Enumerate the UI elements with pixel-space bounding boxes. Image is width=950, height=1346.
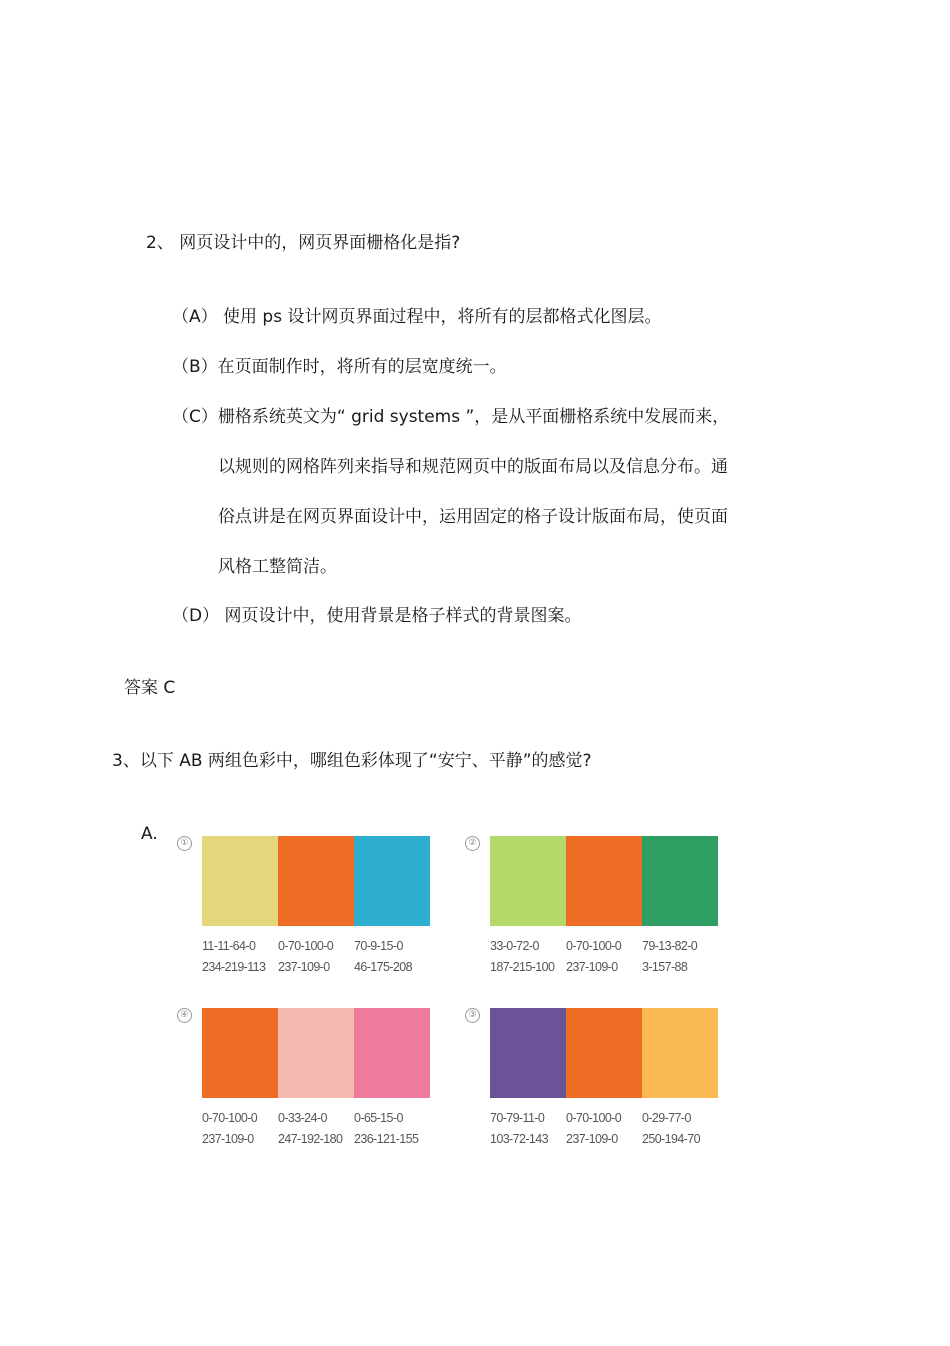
option-c-line-4: 风格工整简洁。 xyxy=(218,557,337,577)
color-code xyxy=(490,1108,566,1150)
rgb-code: 103-72-143 xyxy=(490,1132,548,1146)
color-swatch xyxy=(490,1008,566,1098)
color-code xyxy=(642,1108,718,1150)
swatch-row xyxy=(490,1008,718,1098)
cmyk-code: 0-70-100-0 xyxy=(566,939,622,953)
color-code xyxy=(354,1108,430,1150)
swatch-row xyxy=(490,836,718,926)
color-code xyxy=(278,936,354,978)
color-code xyxy=(202,1108,278,1150)
swatch-row xyxy=(202,1008,430,1098)
option-d: （D） 网页设计中，使用背景是格子样式的背景图案。 xyxy=(172,606,582,626)
color-swatch xyxy=(490,836,566,926)
group-a-label: A. xyxy=(141,824,158,844)
rgb-code: 237-109-0 xyxy=(278,960,330,974)
color-swatch xyxy=(354,836,430,926)
color-code xyxy=(354,936,430,978)
option-b: （B）在页面制作时，将所有的层宽度统一。 xyxy=(172,357,507,377)
question-2-title: 2、 网页设计中的，网页界面栅格化是指? xyxy=(146,233,461,253)
color-code xyxy=(278,1108,354,1150)
color-code-row xyxy=(490,936,718,978)
rgb-code: 187-215-100 xyxy=(490,960,555,974)
cmyk-code: 70-9-15-0 xyxy=(354,939,403,953)
option-c-line-2: 以规则的网格阵列来指导和规范网页中的版面布局以及信息分布。通 xyxy=(218,457,728,477)
cmyk-code: 11-11-64-0 xyxy=(202,939,256,953)
color-swatch xyxy=(278,836,354,926)
color-swatch xyxy=(202,1008,278,1098)
color-swatch xyxy=(642,1008,718,1098)
palette-4 xyxy=(177,1008,467,1158)
palette-3 xyxy=(465,1008,755,1158)
color-code xyxy=(566,1108,642,1150)
palette-1 xyxy=(177,836,467,986)
cmyk-code: 0-33-24-0 xyxy=(278,1111,327,1125)
color-swatch xyxy=(566,836,642,926)
palette-number-badge: ② xyxy=(465,836,480,851)
cmyk-code: 0-65-15-0 xyxy=(354,1111,403,1125)
rgb-code: 237-109-0 xyxy=(566,1132,618,1146)
color-swatch xyxy=(278,1008,354,1098)
option-a: （A） 使用 ps 设计网页界面过程中，将所有的层都格式化图层。 xyxy=(172,307,662,327)
color-code-row xyxy=(490,1108,718,1150)
palette-number-badge: ① xyxy=(177,836,192,851)
rgb-code: 250-194-70 xyxy=(642,1132,700,1146)
rgb-code: 237-109-0 xyxy=(202,1132,254,1146)
color-code xyxy=(202,936,278,978)
palette-number-badge: ④ xyxy=(177,1008,192,1023)
answer: 答案 C xyxy=(124,678,176,698)
color-code xyxy=(490,936,566,978)
rgb-code: 247-192-180 xyxy=(278,1132,343,1146)
cmyk-code: 0-70-100-0 xyxy=(202,1111,258,1125)
rgb-code: 234-219-113 xyxy=(202,960,266,974)
cmyk-code: 0-29-77-0 xyxy=(642,1111,691,1125)
color-code xyxy=(642,936,718,978)
color-swatch xyxy=(642,836,718,926)
option-c-line-1: （C）栅格系统英文为“ grid systems ”，是从平面栅格系统中发展而来， xyxy=(172,407,730,427)
rgb-code: 236-121-155 xyxy=(354,1132,419,1146)
palette-number-badge: ③ xyxy=(465,1008,480,1023)
color-code-row xyxy=(202,936,430,978)
swatch-row xyxy=(202,836,430,926)
option-c-line-3: 俗点讲是在网页界面设计中，运用固定的格子设计版面布局，使页面 xyxy=(218,507,728,527)
question-3-title: 3、以下 AB 两组色彩中，哪组色彩体现了“安宁、平静”的感觉? xyxy=(112,751,592,771)
rgb-code: 237-109-0 xyxy=(566,960,618,974)
color-swatch xyxy=(202,836,278,926)
cmyk-code: 70-79-11-0 xyxy=(490,1111,545,1125)
color-swatch xyxy=(354,1008,430,1098)
color-code-row xyxy=(202,1108,430,1150)
palette-2 xyxy=(465,836,755,986)
color-swatch xyxy=(566,1008,642,1098)
color-code xyxy=(566,936,642,978)
cmyk-code: 0-70-100-0 xyxy=(278,939,334,953)
rgb-code: 46-175-208 xyxy=(354,960,412,974)
cmyk-code: 0-70-100-0 xyxy=(566,1111,622,1125)
cmyk-code: 79-13-82-0 xyxy=(642,939,698,953)
cmyk-code: 33-0-72-0 xyxy=(490,939,539,953)
rgb-code: 3-157-88 xyxy=(642,960,688,974)
